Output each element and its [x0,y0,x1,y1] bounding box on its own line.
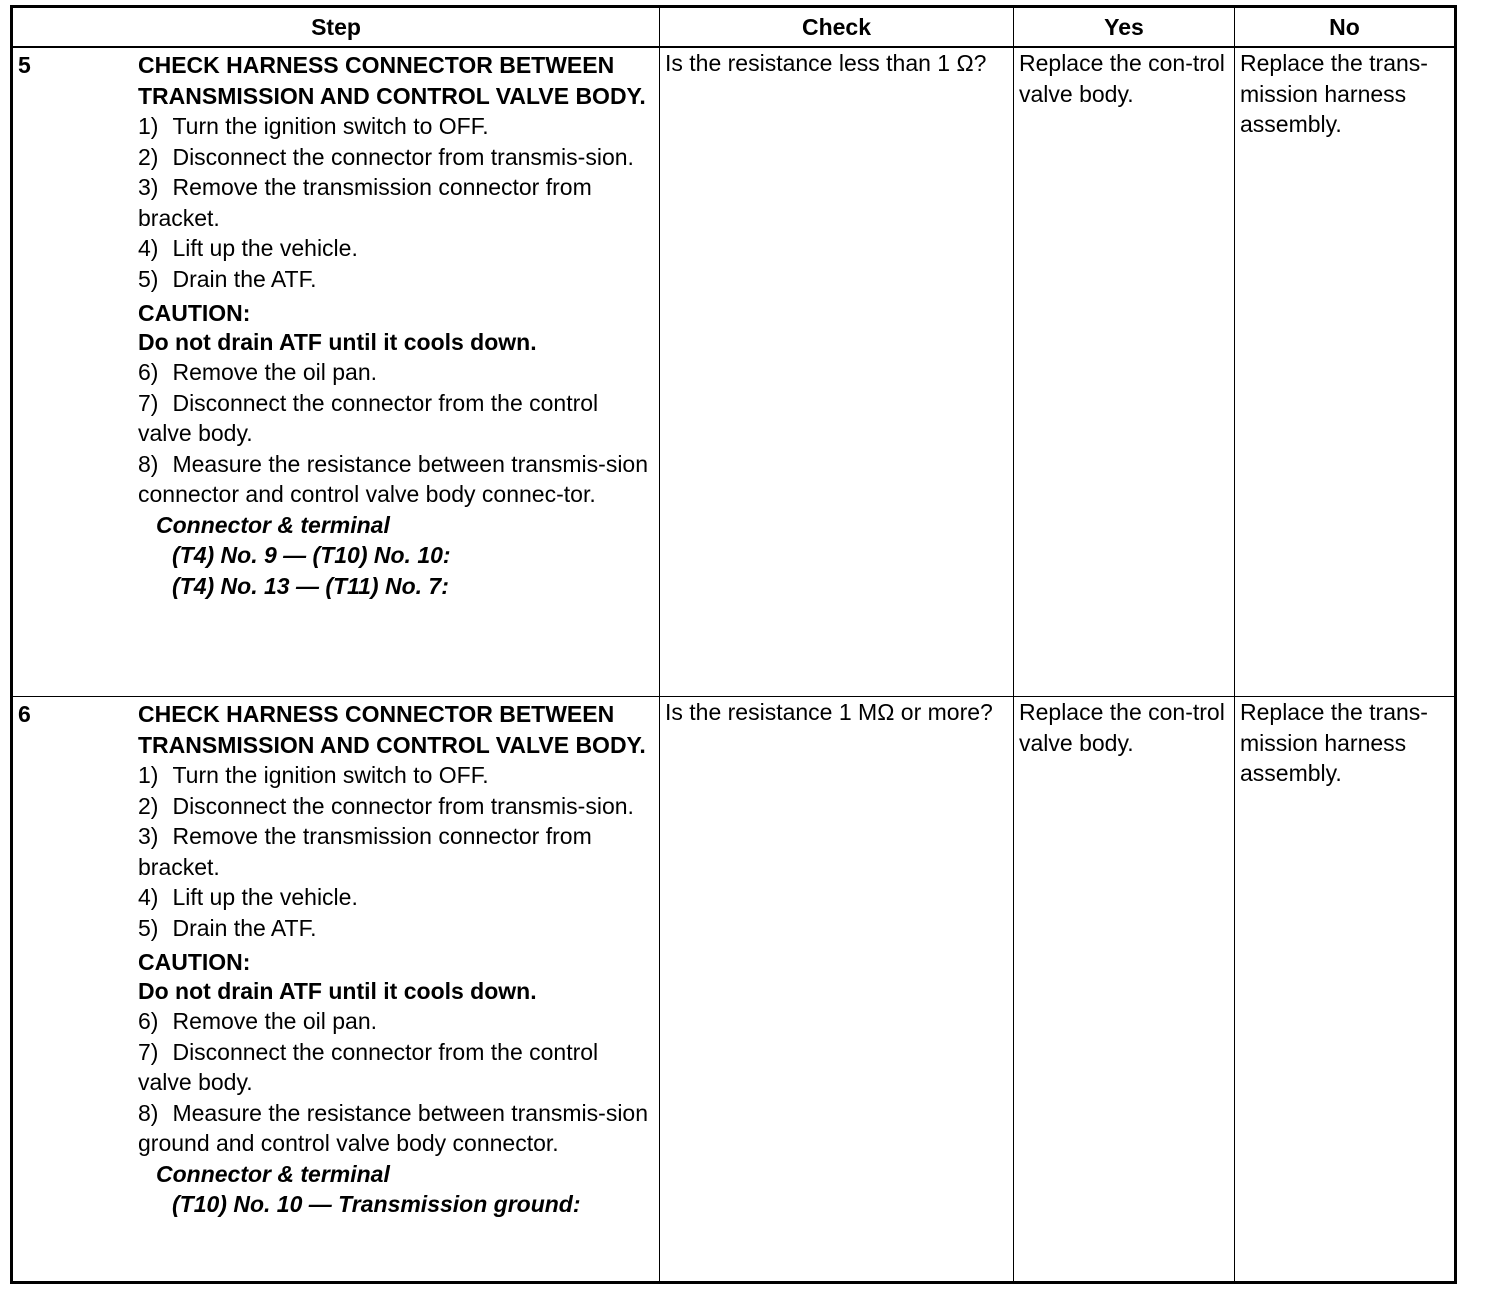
list-item: 2) Disconnect the connector from transmis-sion. [138,143,634,170]
caution-label: CAUTION: [138,300,251,326]
list-item: 7) Disconnect the connector from the control valve body. [138,389,599,446]
list-item: 5) Drain the ATF. [138,265,317,292]
step-title: CHECK HARNESS CONNECTOR BETWEEN TRANSMISSION AND CONTROL VALVE BODY. [138,701,646,758]
list-item: 8) Measure the resistance between transmis-sion connector and control valve body connec-tor. [138,450,649,507]
table-row [12,47,1456,697]
terminal-header: Connector & terminal [156,511,390,538]
header-check: Check [660,7,1014,48]
list-item: 7) Disconnect the connector from the control valve body. [138,1038,599,1095]
terminal-header: Connector & terminal [156,1160,390,1187]
step-number: 5 [18,52,31,78]
step-body [138,50,654,601]
list-item: 4) Lift up the vehicle. [138,235,358,261]
step-cell [12,47,660,697]
step-body [138,699,654,1220]
terminal-spec: (T4) No. 9 — (T10) No. 10: [172,542,451,568]
table-row [12,697,1456,1283]
check-cell: Is the resistance less than 1 Ω? [660,47,1014,697]
list-item: 3) Remove the transmission connector from bracket. [138,174,592,231]
list-item: 6) Remove the oil pan. [138,359,378,385]
caution-text: Do not drain ATF until it cools down. [138,978,537,1004]
list-item: 8) Measure the resistance between transmis-sion ground and control valve body connector. [138,1099,649,1156]
list-item: 3) Remove the transmission connector from bracket. [138,823,592,880]
terminal-spec: (T4) No. 13 — (T11) No. 7: [172,572,449,599]
caution-label: CAUTION: [138,949,251,975]
no-cell: Replace the trans-mission harness assembly. [1235,47,1456,697]
list-item: 6) Remove the oil pan. [138,1008,378,1034]
terminal-spec: (T10) No. 10 — Transmission ground: [172,1191,581,1217]
no-cell: Replace the trans-mission harness assembly. [1235,697,1456,1283]
header-row [12,7,1456,48]
header-no: No [1235,7,1456,48]
step-number: 6 [18,701,31,727]
check-cell: Is the resistance 1 MΩ or more? [660,697,1014,1283]
diagnostic-table [10,5,1457,1284]
yes-cell: Replace the con-trol valve body. [1014,697,1235,1283]
step-cell [12,697,660,1283]
yes-cell: Replace the con-trol valve body. [1014,47,1235,697]
list-item: 1) Turn the ignition switch to OFF. [138,762,489,788]
caution-text: Do not drain ATF until it cools down. [138,329,537,355]
step-title: CHECK HARNESS CONNECTOR BETWEEN TRANSMISSION AND CONTROL VALVE BODY. [138,52,646,109]
list-item: 2) Disconnect the connector from transmis-sion. [138,792,634,819]
list-item: 1) Turn the ignition switch to OFF. [138,113,489,139]
header-yes: Yes [1014,7,1235,48]
header-step: Step [12,7,660,48]
list-item: 4) Lift up the vehicle. [138,884,358,910]
list-item: 5) Drain the ATF. [138,914,317,941]
